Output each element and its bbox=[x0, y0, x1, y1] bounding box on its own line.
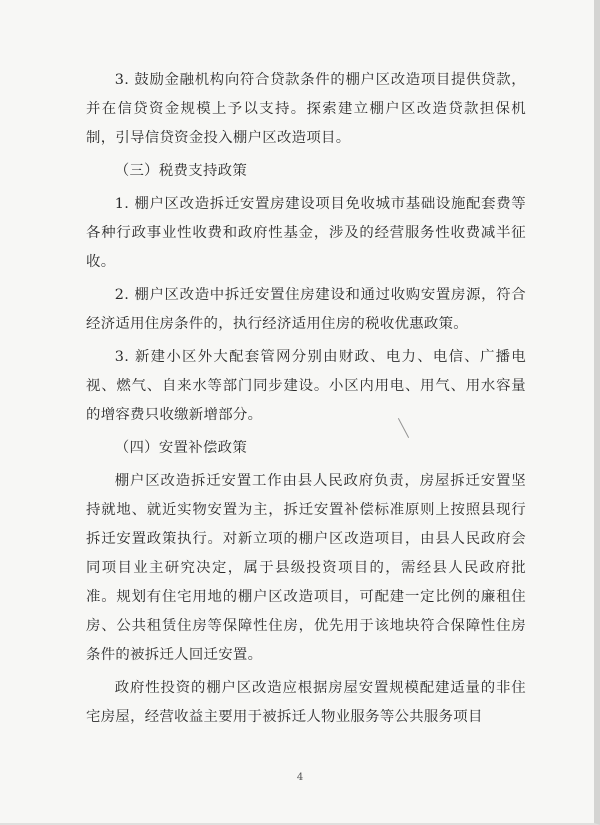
paragraph-non-residential-housing: 政府性投资的棚户区改造应根据房屋安置规模配建适量的非住宅房屋，经营收益主要用于被拆迁人物业服务等公共服务项目 bbox=[86, 680, 526, 725]
paragraph-utility-network: 3. 新建小区外大配套管网分别由财政、电力、电信、广播电视、燃气、自来水等部门同步建设。小区内用电、用气、用水容量的增容费只收缴新增部分。 bbox=[86, 349, 526, 423]
document-body bbox=[86, 66, 526, 736]
section-heading-compensation-policy: （四）安置补偿政策 bbox=[114, 440, 248, 456]
section-heading-tax-policy: （三）税费支持政策 bbox=[114, 163, 248, 179]
page-number: 4 bbox=[296, 772, 304, 783]
paragraph-tax-preference: 2. 棚户区改造中拆迁安置住房建设和通过收购安置房源，符合经济适用住房条件的，执行经济适用住房的税收优惠政策。 bbox=[86, 287, 526, 332]
paragraph-relocation-responsibility: 棚户区改造拆迁安置工作由县人民政府负责，房屋拆迁安置坚持就地、就近实物安置为主，拆迁安置补偿标准原则上按照县现行拆迁安置政策执行。对新立项的棚户区改造项目，由县人民政府会同项目业主研究决定，属于县级投资项目的，需经县人民政府批准。规划有住宅用地的棚户区改造项目，可配建一定比例的廉租住房、公共租赁住房等保障性住房，优先用于该地块符合保障性住房条件的被拆迁人回迁安置。 bbox=[86, 473, 526, 663]
paragraph-fee-exemption: 1. 棚户区改造拆迁安置房建设项目免收城市基础设施配套费等各种行政事业性收费和政府性基金，涉及的经营服务性收费减半征收。 bbox=[86, 196, 526, 270]
paragraph-loan-support: 3. 鼓励金融机构向符合贷款条件的棚户区改造项目提供贷款，并在信贷资金规模上予以支持。探索建立棚户区改造贷款担保机制，引导信贷资金投入棚户区改造项目。 bbox=[86, 72, 526, 146]
